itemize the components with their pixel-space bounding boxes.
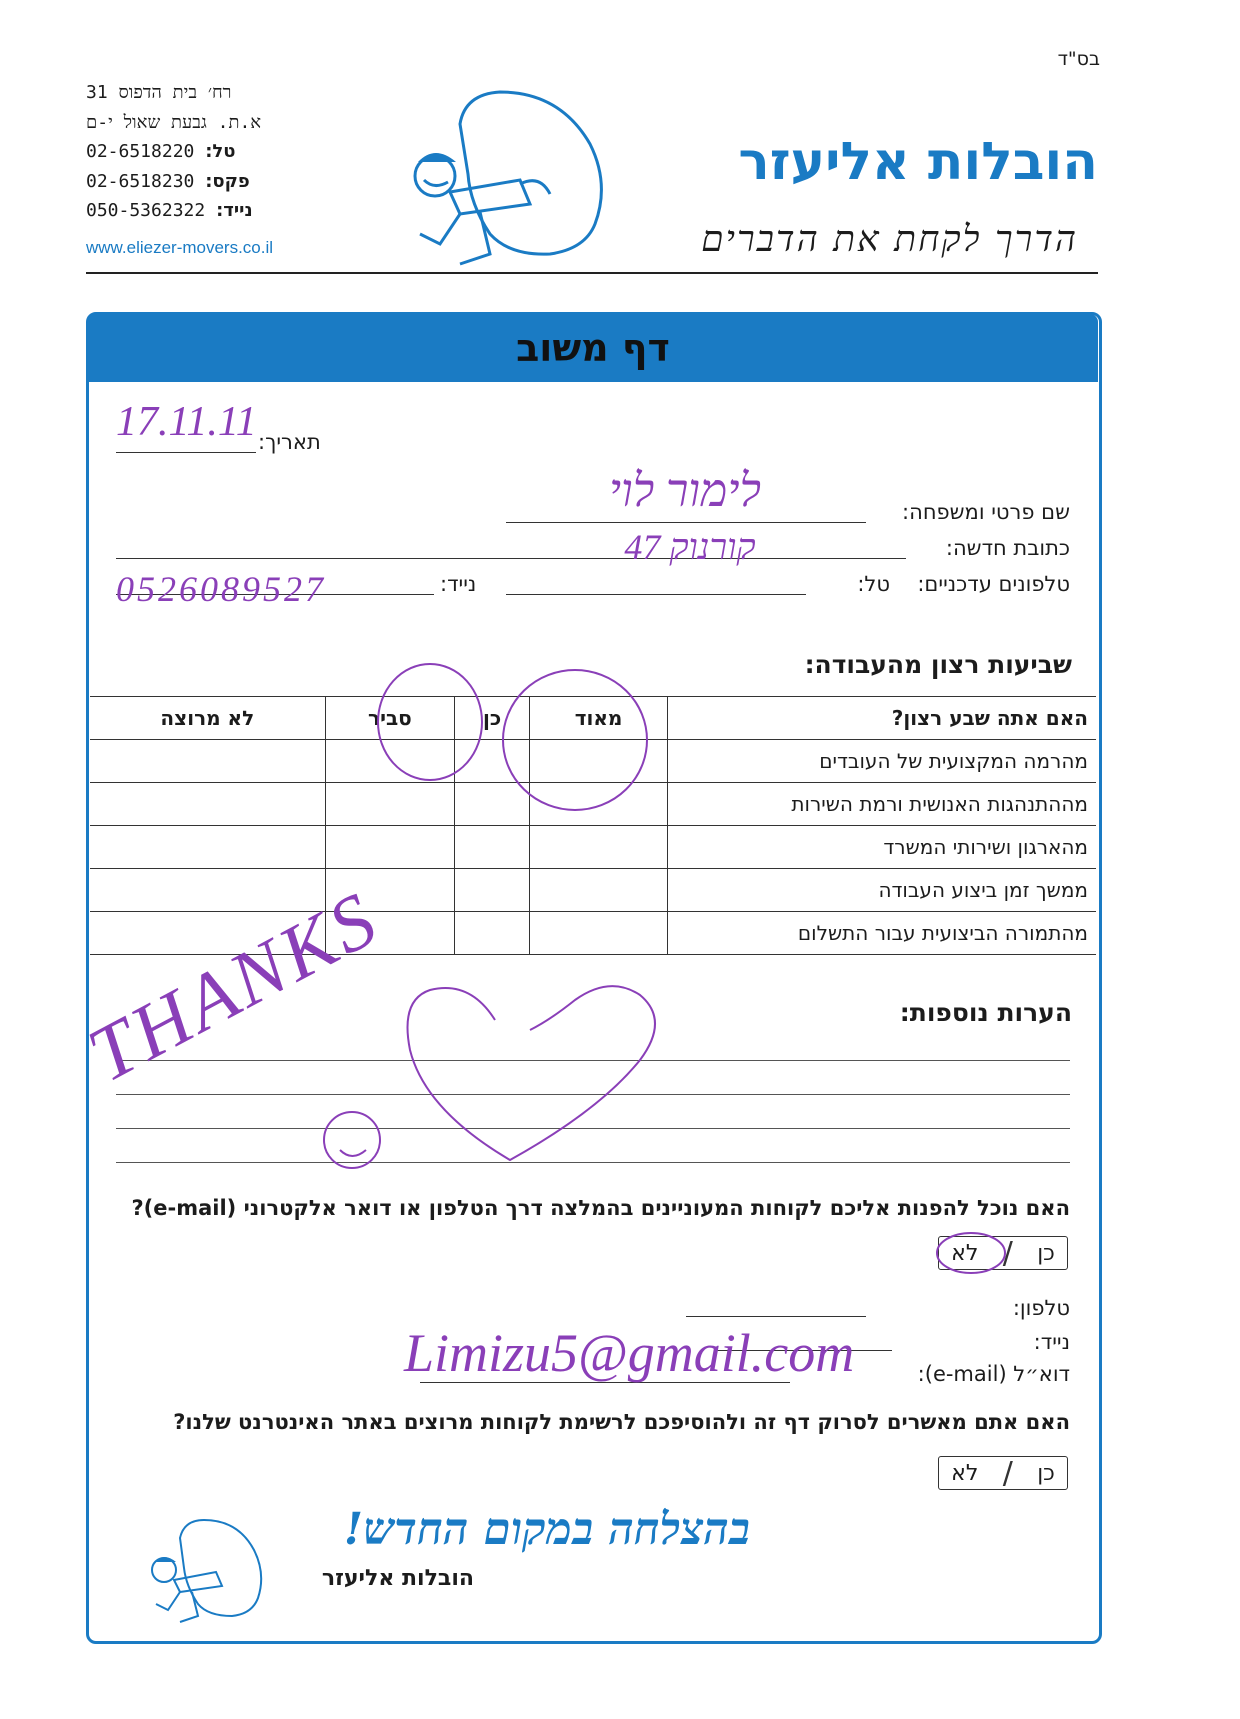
mobile-label: נייד: (216, 200, 253, 221)
name-value[interactable]: לימור לוי (608, 465, 762, 516)
referral-no[interactable]: לא (951, 1240, 979, 1266)
referral-phone-label: טלפון: (1012, 1296, 1070, 1320)
referral-mobile-label: נייד: (1033, 1330, 1070, 1354)
phones-tel-line (506, 594, 806, 595)
bsd-mark: בס"ד (1057, 48, 1100, 70)
row-question: מההתנהגות האנושית ורמת השירות (668, 783, 1097, 826)
cell-very[interactable] (530, 912, 668, 955)
referral-yes-circle-icon (934, 1228, 1008, 1278)
row-question: מהארגון ושירותי המשרד (668, 826, 1097, 869)
form-title: דף משוב (516, 326, 670, 370)
mover-mascot-icon (390, 84, 620, 274)
column-header-question: האם אתה שבע רצון? (668, 697, 1097, 740)
address-line-1: רח׳ בית הדפוס 31 (86, 82, 232, 103)
date-line (116, 452, 256, 453)
choice-separator: / (1002, 1455, 1013, 1491)
column-header-yes: כן (455, 697, 530, 740)
address-value[interactable]: קורנוק 47 (624, 527, 756, 567)
fax-line (86, 167, 326, 197)
row-question: מהתמורה הביצועית עבור התשלום (668, 912, 1097, 955)
referral-phone-line (686, 1316, 866, 1317)
tel-value: 02-6518220 (86, 141, 195, 162)
remarks-heading: הערות נוספות: (899, 998, 1072, 1027)
column-header-very: מאוד (530, 697, 668, 740)
tel-label: טל: (205, 141, 236, 162)
handwritten-heart-icon (310, 980, 730, 1180)
publish-yes[interactable]: כן (1037, 1460, 1055, 1486)
cell-reasonable[interactable] (325, 826, 454, 869)
satisfaction-heading: שביעות רצון מהעבודה: (804, 650, 1072, 679)
form-titlebar (88, 314, 1098, 382)
mobile-line (86, 196, 326, 226)
cell-yes[interactable] (455, 869, 530, 912)
name-line (506, 522, 866, 523)
row-question: מהרמה המקצועית של העובדים (668, 740, 1097, 783)
phones-label: טלפונים עדכניים: (917, 572, 1070, 596)
cell-unsatisfied[interactable] (90, 826, 325, 869)
referral-question: האם נוכל להפנות אליכם לקוחות המעוניינים בהמלצה דרך הטלפון או דואר אלקטרוני (e-mail)? (131, 1196, 1070, 1220)
slogan: הדרך לקחת את הדברים (701, 219, 1078, 260)
publish-choice[interactable] (938, 1456, 1068, 1490)
referral-yes[interactable]: כן (1037, 1240, 1055, 1266)
mobile-value[interactable]: 0526089527 (116, 569, 326, 609)
contact-block (86, 78, 326, 226)
header-divider (86, 272, 1098, 274)
table-row (90, 826, 1096, 869)
mobile-value: 050-5362322 (86, 200, 206, 221)
cell-yes[interactable] (455, 912, 530, 955)
tel-line (86, 137, 326, 167)
cell-unsatisfied[interactable] (90, 783, 325, 826)
cell-yes[interactable] (455, 826, 530, 869)
date-label: תאריך: (258, 430, 321, 454)
phones-mobile-label: נייד: (440, 572, 477, 596)
cell-very[interactable] (530, 869, 668, 912)
cell-very[interactable] (530, 826, 668, 869)
cell-unsatisfied[interactable] (90, 740, 325, 783)
date-value[interactable]: 17.11.11 (116, 399, 257, 445)
fax-label: פקס: (205, 170, 250, 192)
address-label: כתובת חדשה: (945, 536, 1070, 560)
company-name: הובלות אליעזר (738, 132, 1098, 192)
referral-email-value[interactable]: Limizu5@gmail.com (404, 1323, 855, 1383)
website-link[interactable]: www.eliezer-movers.co.il (86, 238, 274, 257)
remarks-handwriting[interactable]: THANKS (74, 873, 393, 1099)
fax-value: 02-6518230 (86, 170, 195, 192)
row-question: ממשך זמן ביצוע העבודה (668, 869, 1097, 912)
column-header-reasonable: סביר (325, 697, 454, 740)
phones-tel-label: טל: (857, 572, 890, 596)
referral-email-label: דוא״ל (e-mail): (917, 1362, 1070, 1386)
footer-mascot-icon (140, 1516, 270, 1628)
publish-question: האם אתם מאשרים לסרוק דף זה ולהוסיפכם לרשימת לקוחות מרוצים באתר האינטרנט שלנו? (173, 1410, 1070, 1434)
address-line-2: א.ת. גבעת שאול י-ם (86, 111, 262, 133)
footer-message: בהצלחה במקום החדש! (343, 1504, 750, 1555)
publish-no[interactable]: לא (951, 1460, 979, 1486)
footer-company: הובלות אליעזר (321, 1566, 474, 1591)
handwritten-circles-icon (370, 656, 660, 816)
column-header-unsatisfied: לא מרוצה (90, 697, 325, 740)
choice-separator: / (1002, 1235, 1013, 1271)
table-row (90, 869, 1096, 912)
name-label: שם פרטי ומשפחה: (902, 500, 1070, 524)
